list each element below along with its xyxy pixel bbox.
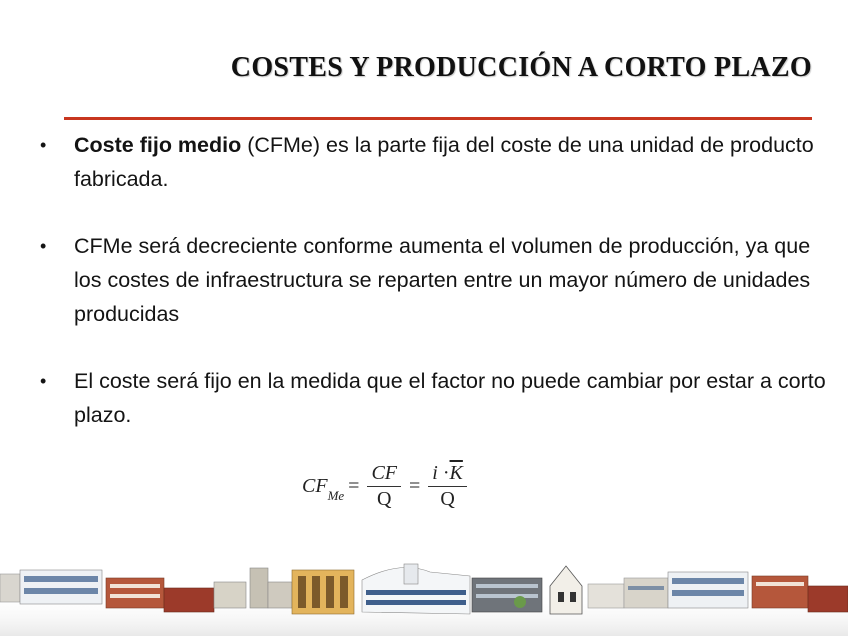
formula-lhs: $CF_{Me}$ [302, 475, 345, 503]
slide-title: COSTES Y PRODUCCIÓN A CORTO PLAZO [230, 52, 812, 83]
bullet-list [40, 128, 830, 432]
bullet-text: El coste será fijo en la medida que el factor no puede cambiar por estar a corto plazo. [74, 369, 826, 427]
formula-fraction-ik-q [428, 462, 467, 511]
formula-equals: = [409, 475, 421, 497]
formula-lhs-subscript: Me [327, 488, 345, 503]
cfme-formula [302, 462, 471, 511]
bullet-dot-icon: • [40, 371, 47, 391]
bullet-dot-icon: • [40, 135, 47, 155]
formula-numerator: $i \cdot\overline{K}$ [428, 462, 467, 487]
title-underline [64, 117, 812, 120]
formula-fraction-cf-q [367, 462, 401, 511]
formula-numerator: CF [367, 462, 401, 487]
formula-denominator: Q [377, 488, 392, 510]
bullet-text: (CFMe) es la parte fija del coste de una unidad de producto fabricada. [74, 133, 814, 191]
buildings-footer-illustration [0, 552, 848, 636]
formula-equals: = [348, 475, 360, 497]
bullet-text: CFMe será decreciente conforme aumenta el volumen de producción, ya que los costes de infraestructura se reparten entre un mayor número de unidades producidas [74, 234, 811, 326]
bullet-bold-term: Coste fijo medio [74, 133, 242, 157]
bullet-item [40, 364, 830, 432]
bullet-dot-icon: • [40, 236, 47, 256]
bullet-item [40, 229, 830, 331]
formula-denominator: Q [440, 488, 455, 510]
bullet-item [40, 128, 830, 196]
